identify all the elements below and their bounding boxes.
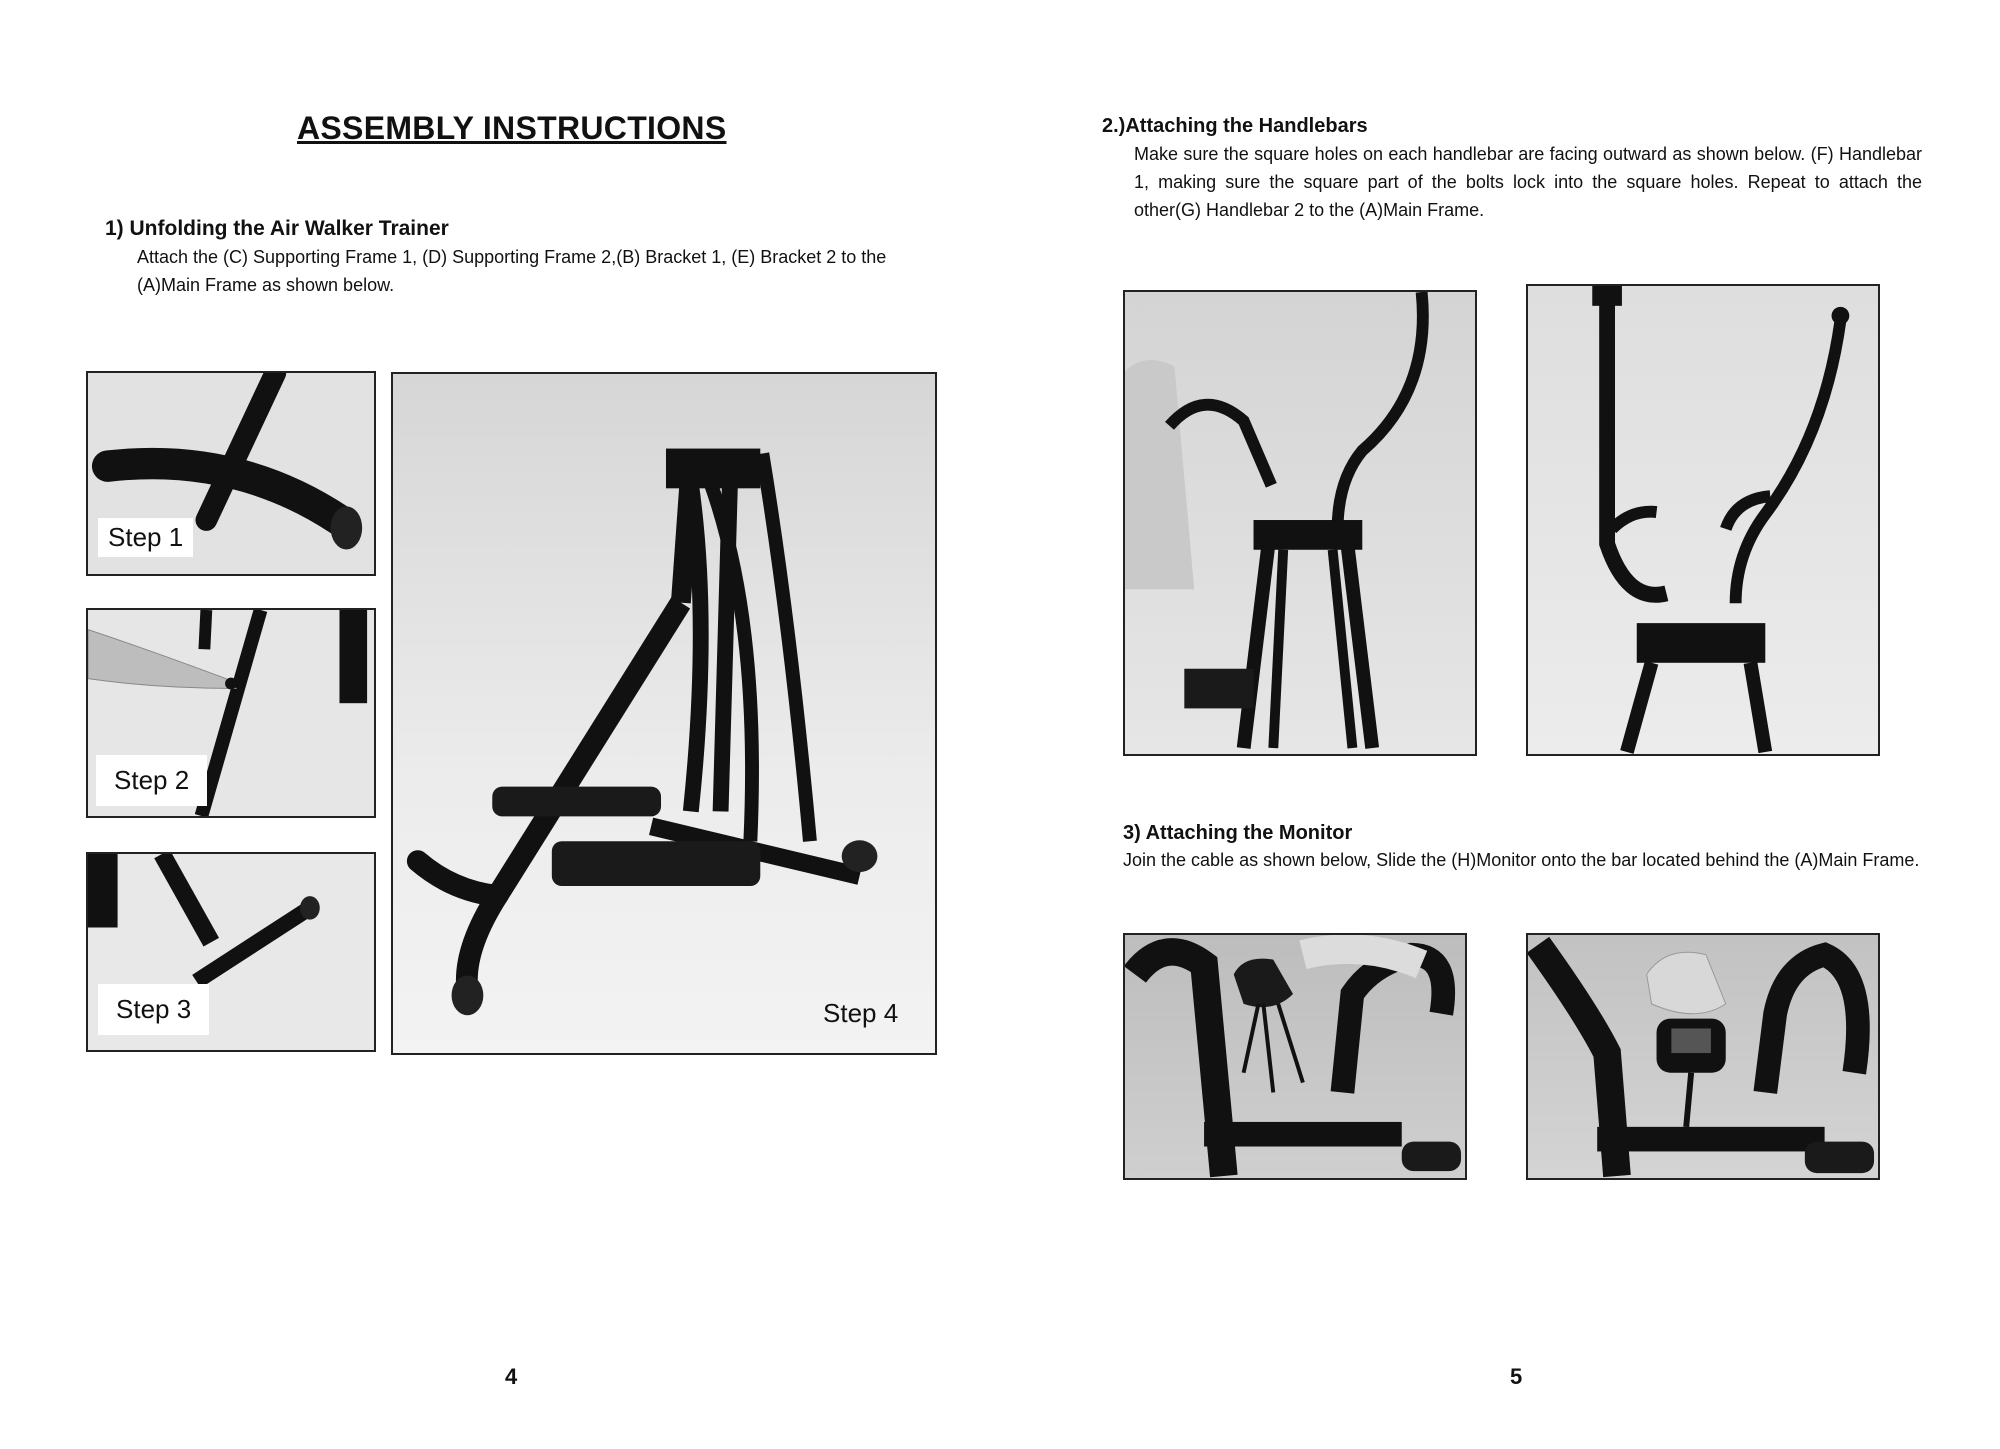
- page-title: ASSEMBLY INSTRUCTIONS: [297, 110, 727, 146]
- step1-label: Step 1: [98, 518, 193, 557]
- step4-label: Step 4: [823, 998, 899, 1028]
- section1-body: [137, 243, 937, 299]
- step4-illustration: [393, 374, 935, 1053]
- handlebar-photo-1: [1123, 290, 1477, 756]
- section2-body: Make sure the square holes on each handlebar are facing outward as shown below. (F) Handlebar 1, making sure the square part of the bolts lock into the square holes. Repeat to attach the other(G) Handlebar 2 to the (A)Main Frame.: [1134, 144, 1922, 220]
- monitor-photo-2: [1526, 933, 1880, 1180]
- section3-body: Join the cable as shown below, Slide the (H)Monitor onto the bar located behind the (A)Main Frame.: [1123, 850, 1920, 870]
- step2-label: Step 2: [96, 755, 207, 806]
- section2-heading: 2.)Attaching the Handlebars: [1102, 115, 1368, 137]
- handlebar2-illustration: [1528, 286, 1878, 754]
- monitor-photo-1: [1123, 933, 1467, 1180]
- handlebar1-illustration: [1125, 292, 1475, 754]
- section1-body-line2: (A)Main Frame as shown below.: [137, 275, 395, 295]
- section1-body-line1: Attach the (C) Supporting Frame 1, (D) Supporting Frame 2,(B) Bracket 1, (E) Bracket 2 to the: [137, 247, 887, 267]
- handlebar-photo-2: [1526, 284, 1880, 756]
- step3-label: Step 3: [98, 984, 209, 1035]
- step3-photo: [86, 852, 376, 1052]
- monitor2-illustration: [1528, 935, 1878, 1178]
- page-number-right: 5: [1510, 1364, 1523, 1389]
- step1-photo: [86, 371, 376, 576]
- monitor1-illustration: [1125, 935, 1465, 1178]
- step4-photo: [391, 372, 937, 1055]
- step2-photo: [86, 608, 376, 818]
- page-number-left: 4: [505, 1364, 518, 1389]
- section1-heading: 1) Unfolding the Air Walker Trainer: [105, 217, 449, 240]
- section3-heading: 3) Attaching the Monitor: [1123, 822, 1353, 844]
